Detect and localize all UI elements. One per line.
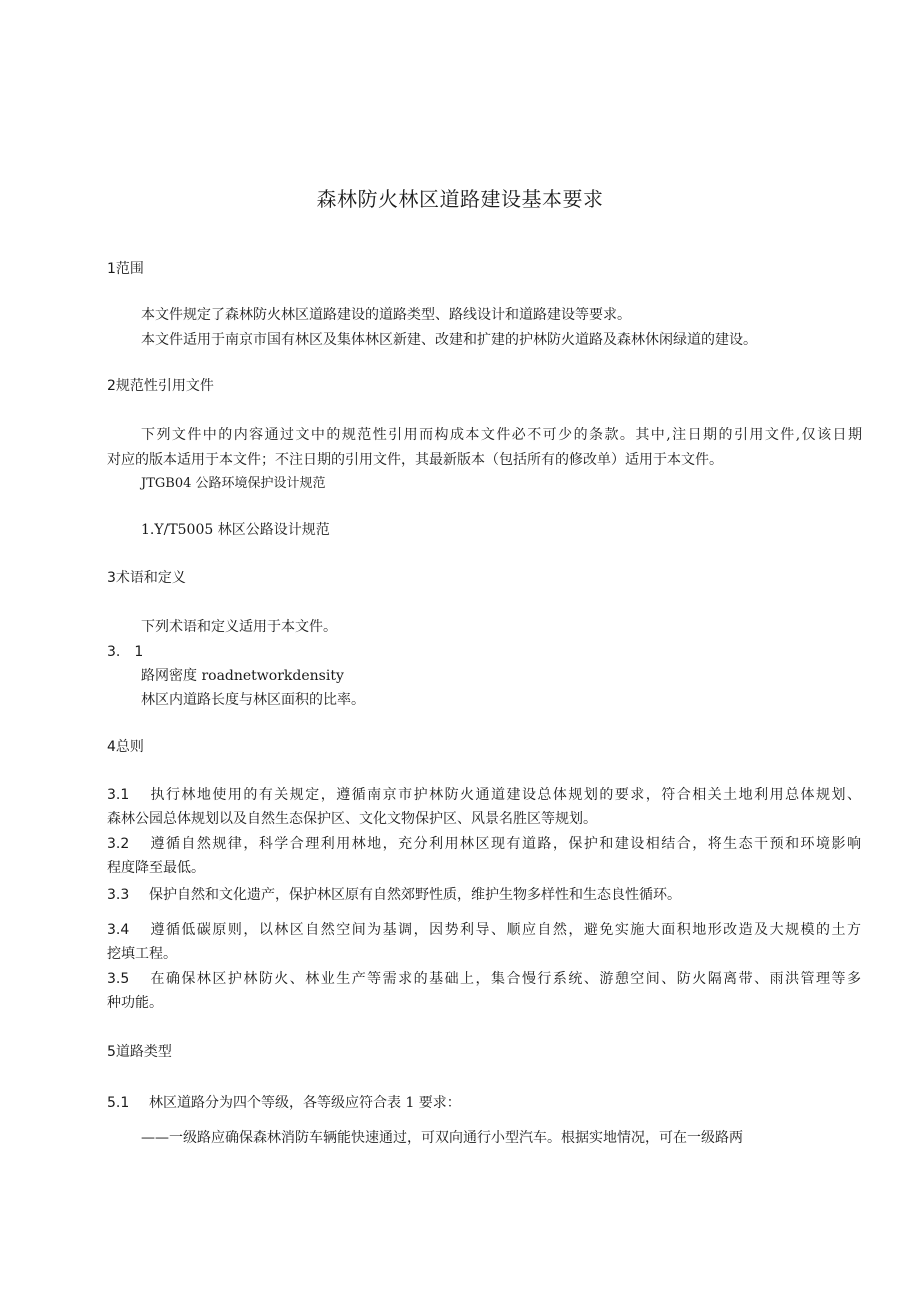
section-1-paragraph-1: 本文件规定了森林防火林区道路建设的道路类型、路线设计和道路建设等要求。 bbox=[141, 307, 631, 323]
clause-5-1-text: 林区道路分为四个等级，各等级应符合表 1 要求： bbox=[149, 1095, 461, 1111]
section-2-paragraph-line-2: 对应的版本适用于本文件；不注日期的引用文件，其最新版本（包括所有的修改单）适用于本文件。 bbox=[107, 452, 723, 468]
term-name: 路网密度 roadnetworkdensity bbox=[141, 668, 344, 684]
clause-3-4-line-2: 挖填工程。 bbox=[107, 946, 177, 962]
term-number: 3. 1 bbox=[107, 644, 144, 660]
dash-item-level-1-road: ——一级路应确保森林消防车辆能快速通过，可双向通行小型汽车。根据实地情况，可在一级路两 bbox=[141, 1130, 743, 1146]
clause-3-2-line-2: 程度降至最低。 bbox=[107, 860, 205, 876]
reference-ly-t5005: 1.Y/T5005 林区公路设计规范 bbox=[141, 522, 330, 538]
section-2-paragraph-line-1: 下列文件中的内容通过文中的规范性引用而构成本文件必不可少的条款。其中,注日期的引用文件,仅该日期 bbox=[141, 427, 862, 443]
document-title: 森林防火林区道路建设基本要求 bbox=[316, 187, 604, 211]
section-5-heading: 5道路类型 bbox=[107, 1044, 172, 1060]
clause-3-3-number: 3.3 bbox=[107, 887, 130, 903]
clause-3-5-line-2: 种功能。 bbox=[107, 995, 163, 1011]
clause-3-2-number: 3.2 bbox=[107, 836, 130, 852]
clause-5-1-line-1 bbox=[107, 1093, 461, 1113]
clause-3-1-line-1 bbox=[107, 785, 861, 805]
clause-3-4-number: 3.4 bbox=[107, 922, 130, 938]
clause-3-5-number: 3.5 bbox=[107, 971, 130, 987]
clause-3-2-text: 遵循自然规律，科学合理利用林地，充分利用林区现有道路，保护和建设相结合，将生态干预和环境影响 bbox=[149, 836, 861, 852]
clause-3-1-line-2: 森林公园总体规划以及自然生态保护区、文化文物保护区、风景名胜区等规划。 bbox=[107, 811, 597, 827]
clause-3-5-text: 在确保林区护林防火、林业生产等需求的基础上，集合慢行系统、游憩空间、防火隔离带、雨洪管理等多 bbox=[149, 971, 861, 987]
section-1-paragraph-2: 本文件适用于南京市国有林区及集体林区新建、改建和扩建的护林防火道路及森林休闲绿道的建设。 bbox=[141, 332, 757, 348]
section-1-heading: 1范围 bbox=[107, 261, 144, 277]
clause-3-2-line-1 bbox=[107, 834, 861, 854]
section-3-intro: 下列术语和定义适用于本文件。 bbox=[141, 619, 337, 635]
section-3-heading: 3术语和定义 bbox=[107, 570, 186, 586]
clause-3-3-line-1 bbox=[107, 885, 681, 905]
clause-3-4-text: 遵循低碳原则，以林区自然空间为基调，因势利导、顺应自然，避免实施大面积地形改造及大规模的土方 bbox=[149, 922, 861, 938]
clause-3-1-text: 执行林地使用的有关规定，遵循南京市护林防火通道建设总体规划的要求，符合相关土地利用总体规划、 bbox=[149, 787, 861, 803]
section-2-heading: 2规范性引用文件 bbox=[107, 378, 214, 394]
reference-jtgb04: JTGB04 公路环境保护设计规范 bbox=[141, 476, 326, 491]
clause-3-4-line-1 bbox=[107, 920, 861, 940]
clause-3-1-number: 3.1 bbox=[107, 787, 130, 803]
clause-5-1-number: 5.1 bbox=[107, 1095, 130, 1111]
section-4-heading: 4总则 bbox=[107, 739, 144, 755]
clause-3-5-line-1 bbox=[107, 969, 861, 989]
term-definition: 林区内道路长度与林区面积的比率。 bbox=[141, 692, 365, 708]
clause-3-3-text: 保护自然和文化遗产，保护林区原有自然郊野性质，维护生物多样性和生态良性循环。 bbox=[149, 887, 681, 903]
